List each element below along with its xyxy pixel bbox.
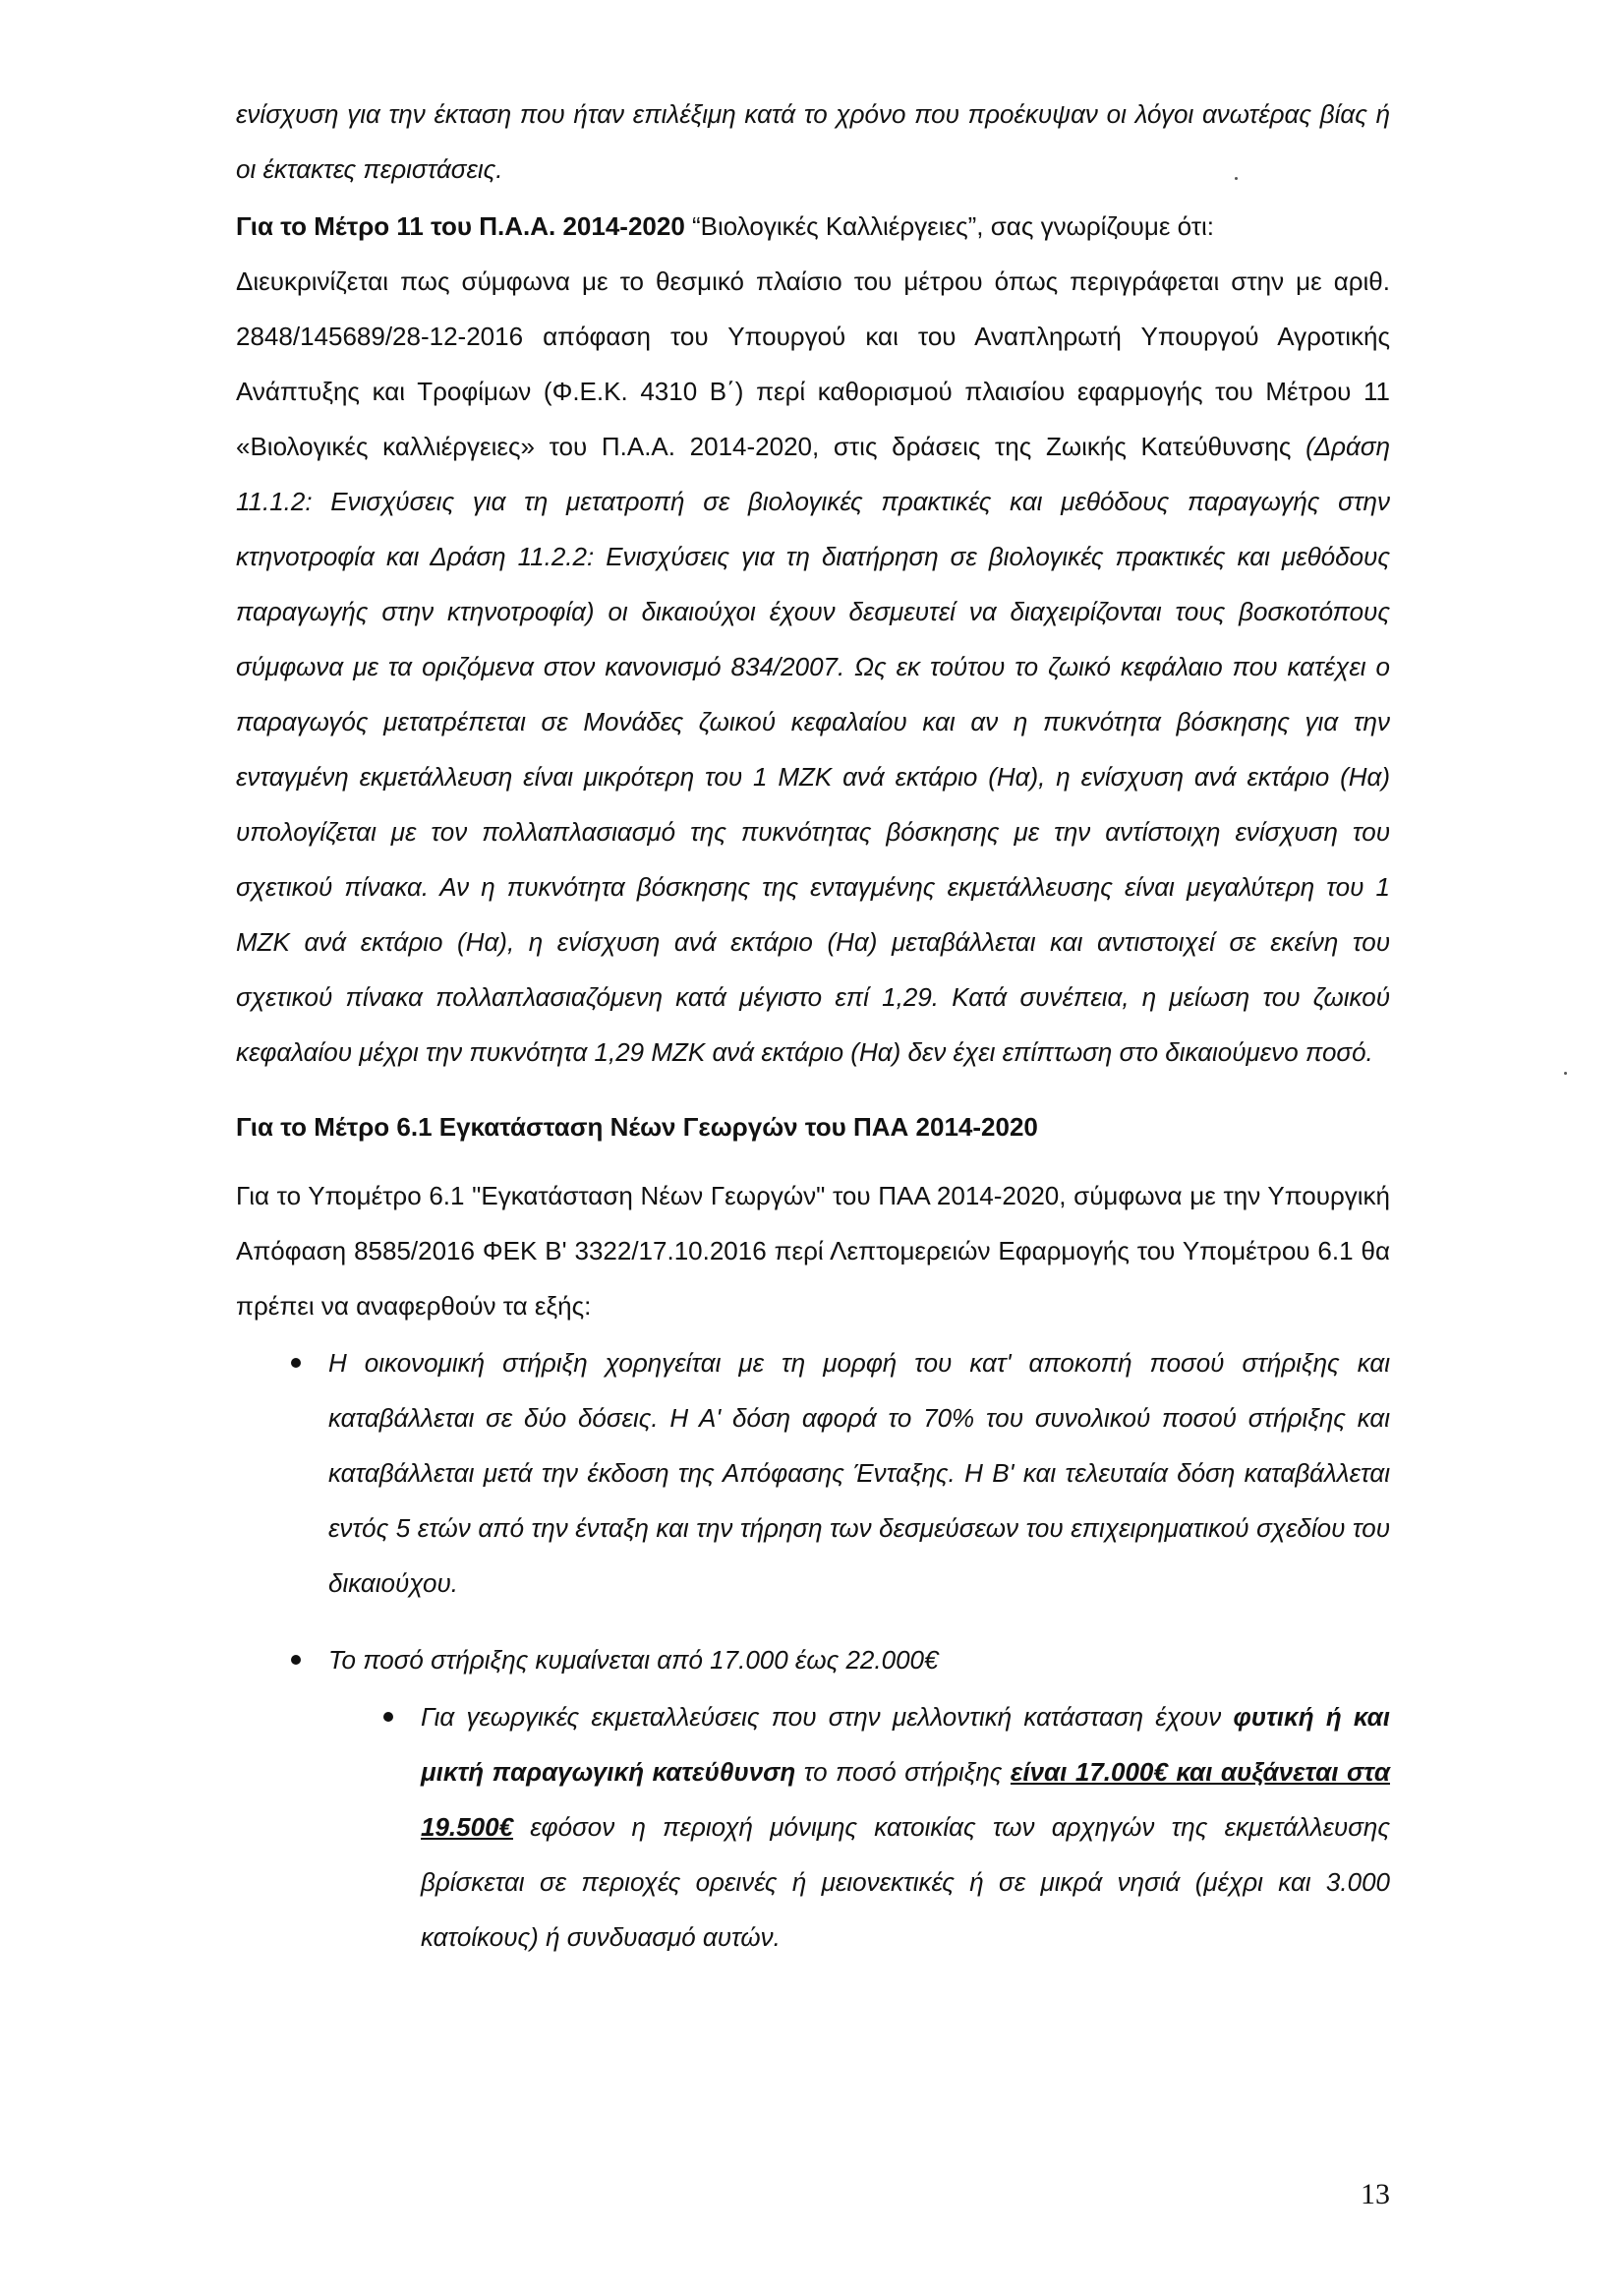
paragraph-measure-11-body [236, 254, 1390, 1080]
sub-text-part1: Για γεωργικές εκμεταλλεύσεις που στην μελλοντική κατάσταση έχουν [421, 1702, 1234, 1732]
paragraph-force-majeure: ενίσχυση για την έκταση που ήταν επιλέξιμη κατά το χρόνο που προέκυψαν οι λόγοι ανωτέρας βίας ή οι έκτακτες περιστάσεις. [236, 99, 1390, 184]
bullet-icon [291, 1358, 301, 1368]
list-item [236, 1335, 1390, 1611]
measure-6-1-list [236, 1335, 1390, 1687]
sub-text-bold: φυτική ή και μικτή παραγωγική κατεύθυνση [421, 1702, 1391, 1787]
sub-list-item [236, 1689, 1390, 1965]
list-item-text: Το ποσό στήριξης κυμαίνεται από 17.000 έως 22.000€ [328, 1645, 939, 1675]
sub-text-part2: το ποσό στήριξης [795, 1757, 1011, 1787]
bullet-icon [383, 1712, 393, 1722]
sub-list-item-text [421, 1689, 1390, 1965]
scan-speck [1564, 1072, 1567, 1075]
measure-11-body-italic: (Δράση 11.1.2: Ενισχύσεις για τη μετατροπή σε βιολογικές πρακτικές και μεθόδους παραγωγής στην κτηνοτροφία και Δράση 11.2.2: Ενισχύσεις για τη διατήρηση σε βιολογικές πρακτικές και μεθόδους παραγωγής στην κτηνοτροφία) οι δικαιούχοι έχουν δεσμευτεί να διαχειρίζονται τους βοσκοτόπους σύμφωνα με τα οριζόμενα στον κανονισμό 834/2007. Ως εκ τούτου το ζωικό κεφάλαιο που κατέχει ο παραγωγός μετατρέπεται σε Μονάδες ζωικού κεφαλαίου και αν η πυκνότητα βόσκησης για την ενταγμένη εκμετάλλευση είναι μικρότερη του 1 ΜΖΚ ανά εκτάριο (Ηα), η ενίσχυση ανά εκτάριο (Ηα) υπολογίζεται με τον πολλαπλασιασμό της πυκνότητας βόσκησης με την αντίστοιχη ενίσχυση του σχετικού πίνακα. Αν η πυκνότητα βόσκησης της ενταγμένης εκμετάλλευσης είναι μεγαλύτερη του 1 ΜΖΚ ανά εκτάριο (Ηα), η ενίσχυση ανά εκτάριο (Ηα) μεταβάλλεται και αντιστοιχεί σε εκείνη του σχετικού πίνακα πολλαπλασιαζόμενη κατά μέγιστο επί 1,29. Κατά συνέπεια, η μείωση του ζωικού κεφαλαίου μέχρι την πυκνότητα 1,29 ΜΖΚ ανά εκτάριο (Ηα) δεν έχει επίπτωση στο δικαιούμενο ποσό. [236, 432, 1390, 1067]
sub-text-part3: εφόσον η περιοχή μόνιμης κατοικίας των αρχηγών της εκμετάλλευσης βρίσκεται σε περιοχές ορεινές ή μειονεκτικές ή σε μικρά νησιά (μέχρι και 3.000 κατοίκους) ή συνδυασμό αυτών. [421, 1812, 1390, 1952]
heading-measure-6-1: Για το Μέτρο 6.1 Εγκατάσταση Νέων Γεωργών του ΠΑΑ 2014-2020 [236, 1112, 1038, 1142]
paragraph-measure-11 [236, 199, 1390, 254]
scan-speck [1235, 177, 1238, 180]
measure-6-1-sublist [236, 1689, 1390, 1965]
heading-measure-11: Για το Μέτρο 11 του Π.Α.Α. 2014-2020 [236, 211, 685, 241]
list-item-text: Η οικονομική στήριξη χορηγείται με τη μορφή του κατ' αποκοπή ποσού στήριξης και καταβάλλεται σε δύο δόσεις. Η Α' δόση αφορά το 70% του συνολικού ποσού στήριξης και καταβάλλεται μετά την έκδοση της Απόφασης Ένταξης. Η Β' και τελευταία δόση καταβάλλεται εντός 5 ετών από την ένταξη και την τήρηση των δεσμεύσεων του επιχειρηματικού σχεδίου του δικαιούχου. [328, 1348, 1390, 1598]
sub-text-amount: είναι 17.000€ και αυξάνεται στα 19.500€ [421, 1757, 1390, 1842]
paragraph-measure-6-1-intro: Για το Υπομέτρο 6.1 "Εγκατάσταση Νέων Γεωργών" του ΠΑΑ 2014-2020, σύμφωνα με την Υπουργική Απόφαση 8585/2016 ΦΕΚ Β' 3322/17.10.2016 περί Λεπτομερειών Εφαρμογής του Υπομέτρου 6.1 θα πρέπει να αναφερθούν τα εξής: [236, 1181, 1390, 1321]
bullet-icon [291, 1655, 301, 1665]
heading-measure-11-rest: “Βιολογικές Καλλιέργειες”, σας γνωρίζουμε ότι: [684, 211, 1214, 241]
page-number: 13 [1361, 2178, 1390, 2210]
list-item [236, 1632, 1390, 1687]
measure-11-body-start: Διευκρινίζεται πως σύμφωνα με το θεσμικό πλαίσιο του μέτρου όπως περιγράφεται στην με αριθ. 2848/145689/28-12-2016 απόφαση του Υπουργού και του Αναπληρωτή Υπουργού Αγροτικής Ανάπτυξης και Τροφίμων (Φ.Ε.Κ. 4310 Β΄) περί καθορισμού πλαισίου εφαρμογής του Μέτρου 11 «Βιολογικές καλλιέργειες» του Π.Α.Α. 2014-2020, στις δράσεις της Ζωικής Κατεύθυνσης [236, 266, 1390, 461]
page-content [236, 87, 1390, 1965]
